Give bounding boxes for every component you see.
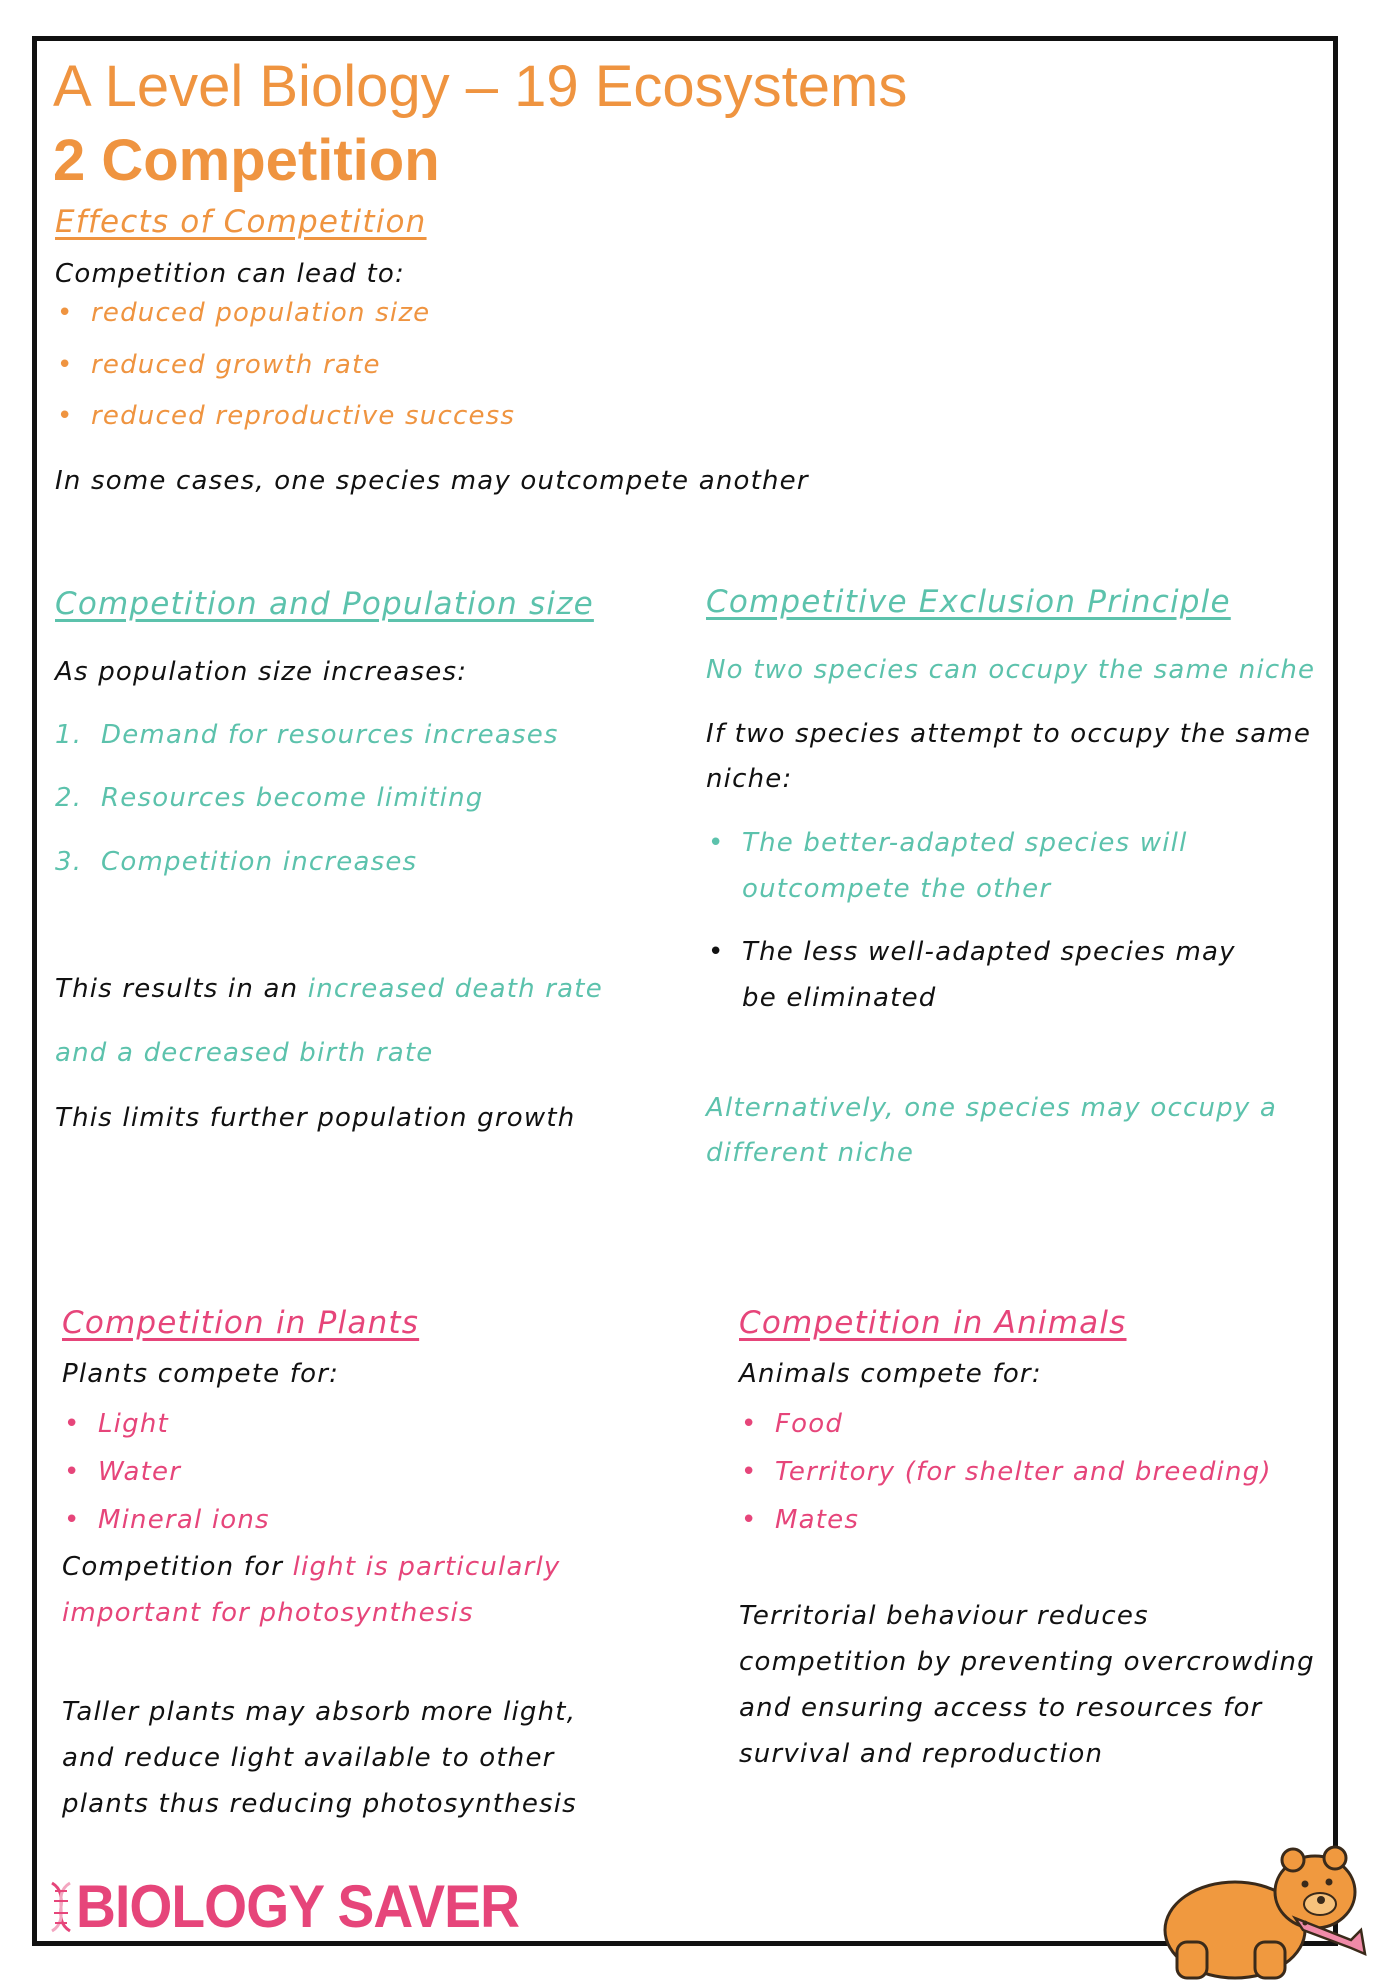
list-item: • The better-adapted species will outcompete the other (706, 820, 1246, 912)
bear-with-fish-icon (1155, 1830, 1370, 1980)
dna-icon (46, 1879, 76, 1935)
population-intro: As population size increases: (55, 657, 468, 687)
list-item: • Food (739, 1400, 1272, 1448)
exclusion-alternative: Alternatively, one species may occupy a different niche (706, 1093, 1278, 1168)
exclusion-principle: No two species can occupy the same niche (706, 655, 1316, 685)
effects-note: In some cases, one species may outcompete another (55, 466, 809, 496)
animals-territorial: Territorial behaviour reduces competition by preventing overcrowding and ensuring access to resources for survival and reproduction (739, 1601, 1315, 1769)
list-item: • Territory (for shelter and breeding) (739, 1448, 1272, 1496)
animals-intro: Animals compete for: (739, 1359, 1042, 1389)
plants-list (62, 1400, 270, 1544)
list-item: • The less well-adapted species may be eliminated (706, 929, 1246, 1021)
population-step: 3. Competition increases (55, 847, 418, 877)
logo-text: BIOLOGY SAVER (76, 1873, 520, 1940)
list-item: • Light (62, 1400, 270, 1448)
page-subtitle: 2 Competition (53, 128, 440, 193)
population-step: 2. Resources become limiting (55, 783, 484, 813)
page-title: A Level Biology – 19 Ecosystems (53, 54, 908, 119)
list-item: • Water (62, 1448, 270, 1496)
list-item: • Mineral ions (62, 1496, 270, 1544)
plants-heading: Competition in Plants (62, 1305, 420, 1341)
plants-intro: Plants compete for: (62, 1359, 340, 1389)
list-item: • reduced reproductive success (55, 399, 515, 433)
population-step: 1. Demand for resources increases (55, 720, 559, 750)
animals-list (739, 1400, 1272, 1544)
list-item: • reduced population size (55, 296, 515, 330)
list-item: • Mates (739, 1496, 1272, 1544)
animals-heading: Competition in Animals (739, 1305, 1127, 1341)
exclusion-heading: Competitive Exclusion Principle (706, 584, 1231, 620)
plants-tall: Taller plants may absorb more light, and reduce light available to other plants thus reducing photosynthesis (62, 1697, 577, 1819)
exclusion-list (706, 820, 1246, 1021)
effects-list (55, 296, 515, 433)
exclusion-intro: If two species attempt to occupy the same niche: (706, 719, 1312, 794)
biology-saver-logo (46, 1875, 558, 1939)
population-result-cont: and a decreased birth rate (55, 1038, 434, 1068)
plants-light: Competition for light is particularly (62, 1552, 561, 1582)
population-limit: This limits further population growth (55, 1103, 576, 1133)
list-item: • reduced growth rate (55, 348, 515, 382)
effects-intro: Competition can lead to: (55, 259, 405, 289)
plants-light-cont: important for photosynthesis (62, 1598, 474, 1628)
effects-heading: Effects of Competition (55, 204, 427, 240)
population-result: This results in an increased death rate (55, 974, 603, 1004)
population-heading: Competition and Population size (55, 586, 594, 622)
